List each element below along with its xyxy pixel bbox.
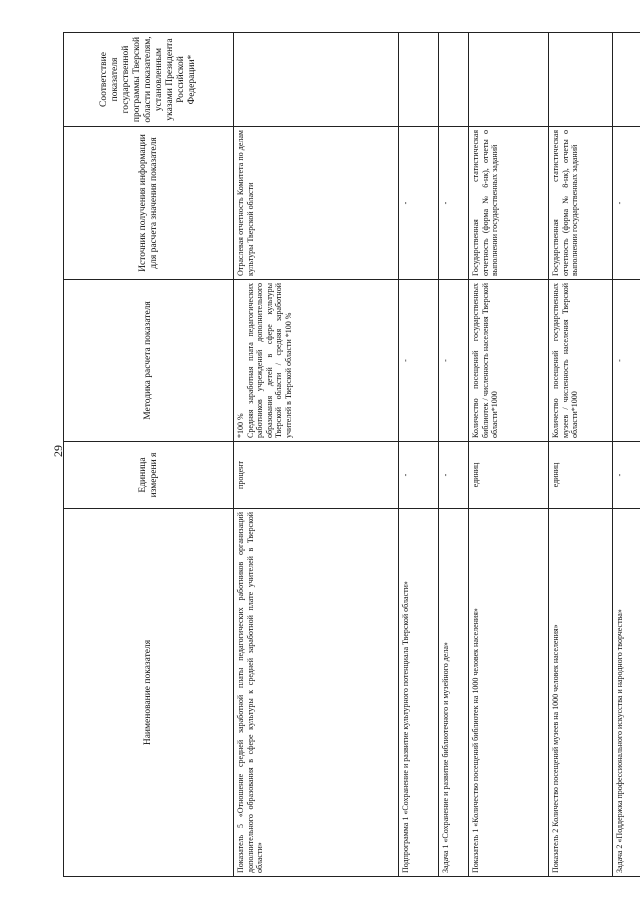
cell-source: - [399, 127, 439, 280]
cell-method: Количество посещений государственных музеев / численность населения Тверской области*1000 [549, 280, 613, 442]
cell-name: Показатель 1 «Количество посещений библиотек на 1000 человек населения» [469, 509, 549, 877]
table-row [469, 33, 549, 877]
cell-name: Задача 2 «Поддержка профессионального искусства и народного творчества» [613, 509, 640, 877]
cell-compliance [549, 33, 613, 127]
cell-method: - [613, 280, 640, 442]
cell-compliance [399, 33, 439, 127]
cell-name: Показатель 5 «Отношение средней заработной платы педагогических работников организаций дополнительного образования в сфере культуры к средней заработной плате учителей в Тверской области» [234, 509, 399, 877]
cell-compliance [234, 33, 399, 127]
cell-unit: единиц [549, 442, 613, 509]
cell-unit: - [613, 442, 640, 509]
table-row [549, 33, 613, 877]
cell-unit: единиц [469, 442, 549, 509]
cell-name: Показатель 2 Количество посещений музеев на 1000 человек населения» [549, 509, 613, 877]
cell-unit: - [399, 442, 439, 509]
table-header-row [64, 33, 234, 877]
cell-source: Государственная статистическая отчетность (форма № 6-нк), отчеты о выполнении государственных заданий [469, 127, 549, 280]
cell-compliance [469, 33, 549, 127]
cell-method: Количество посещений государственных библиотек / численность населения Тверской области*1000 [469, 280, 549, 442]
cell-unit: - [439, 442, 469, 509]
cell-method: - [439, 280, 469, 442]
cell-name: Задача 1 «Сохранение и развитие библиотечного и музейного дела» [439, 509, 469, 877]
page-number: 29 [51, 445, 65, 457]
indicator-table-container [63, 33, 624, 877]
cell-compliance [439, 33, 469, 127]
cell-source: Государственная статистическая отчетность (форма № 8-нк), отчеты о выполнении государственных заданий [549, 127, 613, 280]
cell-source: Отраслевая отчетность Комитета по делам культуры Тверской области [234, 127, 399, 280]
header-method: Методика расчета показателя [64, 280, 234, 442]
header-source: Источник получения информации для расчета значения показателя [64, 127, 234, 280]
table-row [613, 33, 640, 877]
table-row [399, 33, 439, 877]
cell-name: Подпрограмма 1 «Сохранение и развитие культурного потенциала Тверской области» [399, 509, 439, 877]
cell-compliance [613, 33, 640, 127]
header-compliance: Соответствие показателя государственной программы Тверской области показателям, установленным указами Президента Российской Федерации* [64, 33, 234, 127]
header-unit: Единица измерени я [64, 442, 234, 509]
table-row [439, 33, 469, 877]
cell-method: - [399, 280, 439, 442]
cell-source: - [439, 127, 469, 280]
cell-source: - [613, 127, 640, 280]
header-indicator-name: Наименование показателя [64, 509, 234, 877]
indicator-table [63, 32, 640, 877]
cell-method: *100 % Средняя заработная плата педагогических работников учреждений дополнительного образования детей в сфере культуры Тверской области / средняя заработной учителей в Тверской области *100 % [234, 280, 399, 442]
table-row [234, 33, 399, 877]
cell-unit: процент [234, 442, 399, 509]
